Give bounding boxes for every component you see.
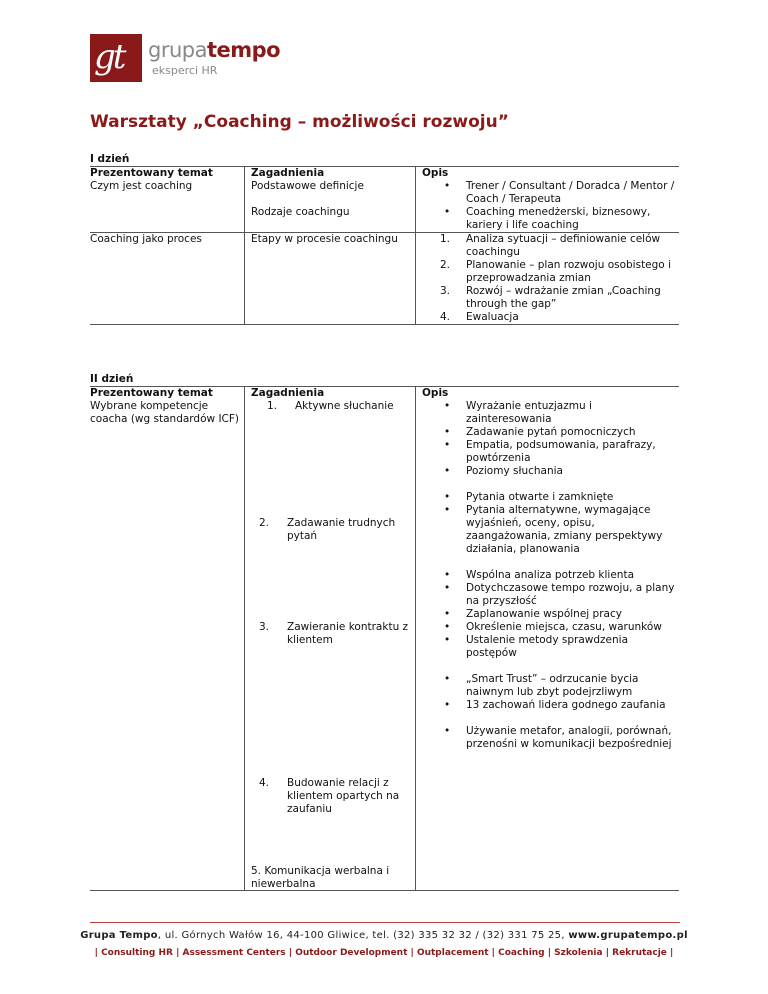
desc-list: [422, 569, 675, 660]
page-title: Warsztaty „Coaching – możliwości rozwoju”: [90, 112, 509, 132]
day1-table: [90, 166, 679, 325]
list-item: • Empatia, podsumowania, parafrazy, powtórzenia: [422, 439, 675, 465]
list-item: • Wspólna analiza potrzeb klienta: [422, 569, 675, 582]
list-item: 2. Planowanie – plan rozwoju osobistego i przeprowadzania zmian: [440, 259, 671, 284]
company-logo: [90, 34, 290, 84]
logo-wordmark: grupatempo: [148, 38, 281, 62]
footer-divider: [90, 922, 680, 923]
list-item: • „Smart Trust” – odrzucanie bycia naiwnym lub zbyt podejrzliwym: [422, 673, 675, 699]
desc-list: [422, 400, 675, 478]
day2-table: [90, 386, 679, 891]
list-item: 3. Rozwój – wdrażanie zmian „Coaching through the gap”: [440, 285, 661, 310]
col-header-issues: Zagadnienia: [251, 387, 325, 399]
desc-list: [422, 673, 675, 712]
col-header-desc: Opis: [422, 387, 449, 399]
col-header-issues: Zagadnienia: [251, 167, 325, 179]
list-item: • Ustalenie metody sprawdzenia postępów: [422, 634, 675, 660]
list-item: • Trener / Consultant / Doradca / Mentor / Coach / Terapeuta: [422, 180, 675, 206]
footer-website-link[interactable]: www.grupatempo.pl: [568, 930, 688, 941]
topic-cell: Coaching jako proces: [90, 233, 245, 325]
list-item: • Dotychczasowe tempo rozwoju, a plany na przyszłość: [422, 582, 675, 608]
day2-label: II dzień: [90, 373, 134, 385]
issue-item: 1. Aktywne słuchanie: [266, 400, 394, 412]
desc-list: [422, 491, 675, 556]
table-row: [90, 167, 679, 233]
logo-tagline: eksperci HR: [152, 64, 218, 77]
col-header-topic: Prezentowany temat: [90, 387, 213, 399]
list-item: • Pytania otwarte i zamknięte: [422, 491, 675, 504]
list-item: • Używanie metafor, analogii, porównań, przenośni w komunikacji bezpośredniej: [422, 725, 675, 751]
issue-item: 3. Zawieranie kontraktu z klientem: [258, 621, 409, 646]
list-item: • Pytania alternatywne, wymagające wyjaśnień, oceny, opisu, zaangażowania, zmiany perspektywy działania, planowania: [422, 504, 675, 556]
list-item: 4. Ewaluacja: [440, 311, 519, 323]
topic-cell: Wybrane kompetencje coacha (wg standardów ICF): [90, 400, 240, 425]
list-item: • Poziomy słuchania: [422, 465, 675, 478]
list-item: • Coaching menedżerski, biznesowy, kariery i life coaching: [422, 206, 675, 232]
issue-item: Rodzaje coachingu: [251, 206, 350, 218]
issue-item: Etapy w procesie coachingu: [245, 233, 416, 325]
footer-contact: Grupa Tempo, ul. Górnych Wałów 16, 44-100 Gliwice, tel. (32) 335 32 32 / (32) 331 75 25, www.grupatempo.pl: [80, 930, 688, 941]
list-item: 1. Analiza sytuacji – definiowanie celów coachingu: [440, 233, 661, 258]
desc-list: [422, 725, 675, 751]
topic-cell: Czym jest coaching: [90, 180, 193, 192]
table-row: [90, 387, 679, 891]
list-item: • 13 zachowań lidera godnego zaufania: [422, 699, 675, 712]
list-item: • Określenie miejsca, czasu, warunków: [422, 621, 675, 634]
list-item: • Wyrażanie entuzjazmu i zainteresowania: [422, 400, 675, 426]
list-item: • Zaplanowanie wspólnej pracy: [422, 608, 675, 621]
list-item: • Zadawanie pytań pomocniczych: [422, 426, 675, 439]
desc-list: [422, 180, 675, 232]
issue-item: 4. Budowanie relacji z klientem opartych na zaufaniu: [258, 777, 400, 815]
day1-label: I dzień: [90, 153, 130, 165]
col-header-desc: Opis: [422, 167, 449, 179]
logo-mark: gt: [90, 34, 142, 82]
issue-item: Podstawowe definicje: [251, 180, 364, 192]
col-header-topic: Prezentowany temat: [90, 167, 213, 179]
footer-services: | Consulting HR | Assessment Centers | Outdoor Development | Outplacement | Coaching | Szkolenia | Rekrutacje |: [94, 948, 674, 958]
issue-item: 2. Zadawanie trudnych pytań: [258, 517, 396, 542]
table-row: [90, 233, 679, 325]
desc-numbered-list: [422, 233, 675, 324]
issue-item: 5. Komunikacja werbalna i niewerbalna: [251, 865, 390, 890]
